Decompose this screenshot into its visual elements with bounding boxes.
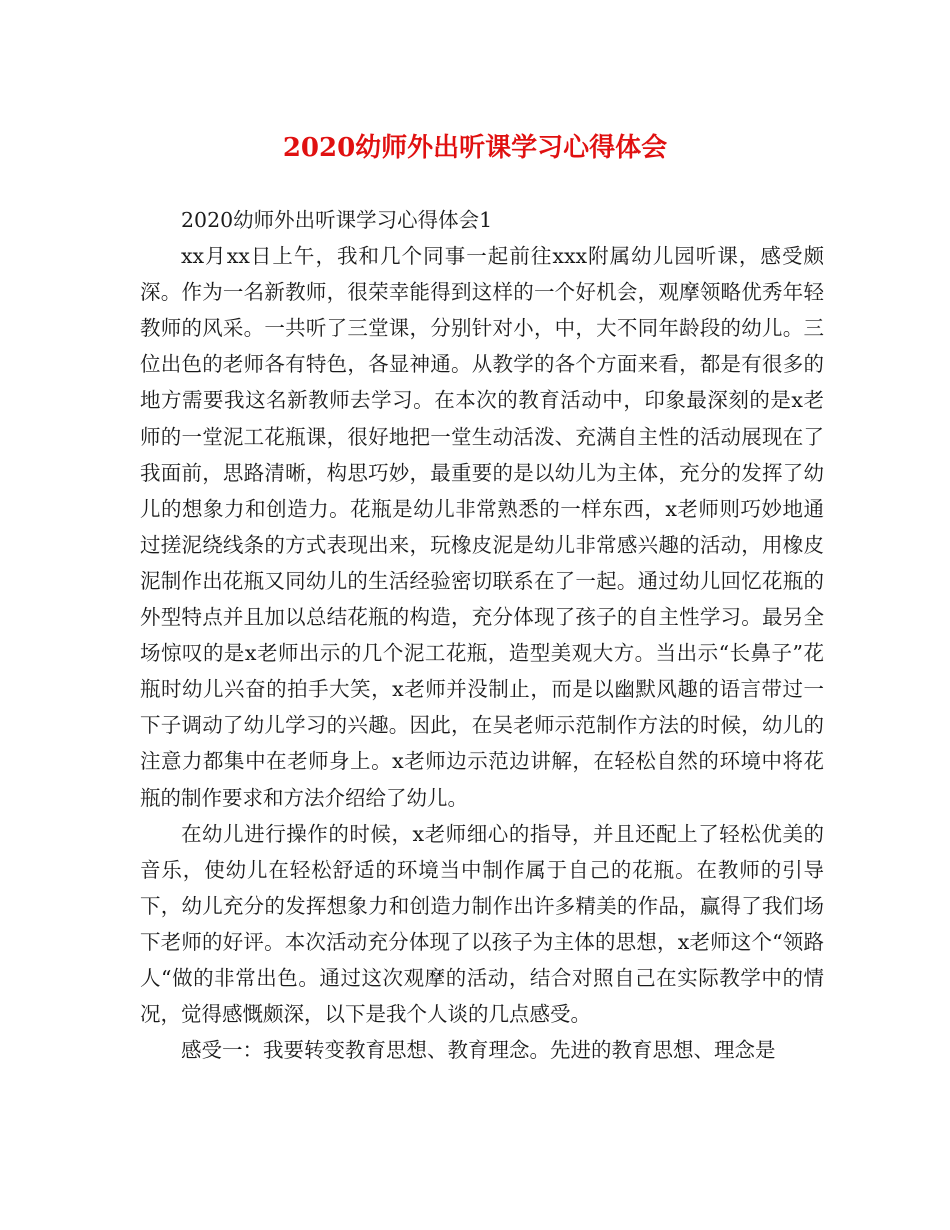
- body-paragraph: xx月xx日上午，我和几个同事一起前往xxx附属幼儿园听课，感受颇深。作为一名新教师，很荣幸能得到这样的一个好机会，观摩领略优秀年轻教师的风采。一共听了三堂课，分别针对小，中，大不同年龄段的幼儿。三位出色的老师各有特色，各显神通。从教学的各个方面来看，都是有很多的地方需要我这名新教师去学习。在本次的教育活动中，印象最深刻的是x老师的一堂泥工花瓶课，很好地把一堂生动活泼、充满自主性的活动展现在了我面前，思路清晰，构思巧妙，最重要的是以幼儿为主体，充分的发挥了幼儿的想象力和创造力。花瓶是幼儿非常熟悉的一样东西，x老师则巧妙地通过搓泥绕线条的方式表现出来，玩橡皮泥是幼儿非常感兴趣的活动，用橡皮泥制作出花瓶又同幼儿的生活经验密切联系在了一起。通过幼儿回忆花瓶的外型特点并且加以总结花瓶的构造，充分体现了孩子的自主性学习。最另全场惊叹的是x老师出示的几个泥工花瓶，造型美观大方。当出示“长鼻子”花瓶时幼儿兴奋的拍手大笑，x老师并没制止，而是以幽默风趣的语言带过一下子调动了幼儿学习的兴趣。因此，在吴老师示范制作方法的时候，幼儿的注意力都集中在老师身上。x老师边示范边讲解，在轻松自然的环境中将花瓶的制作要求和方法介绍给了幼儿。: [140, 244, 824, 810]
- body-paragraph: 在幼儿进行操作的时候，x老师细心的指导，并且还配上了轻松优美的音乐，使幼儿在轻松舒适的环境当中制作属于自己的花瓶。在教师的引导下，幼儿充分的发挥想象力和创造力制作出许多精美的作品，赢得了我们场下老师的好评。本次活动充分体现了以孩子为主体的思想，x老师这个“领路人“做的非常出色。通过这次观摩的活动，结合对照自己在实际教学中的情况，觉得感慨颇深，以下是我个人谈的几点感受。: [140, 821, 824, 1027]
- subtitle-paragraph: 2020幼师外出听课学习心得体会1: [181, 208, 493, 232]
- document-title: 2020幼师外出听课学习心得体会: [282, 133, 668, 163]
- body-paragraph: 感受一：我要转变教育思想、教育理念。先进的教育思想、理念是: [181, 1038, 776, 1063]
- document-body: [140, 202, 824, 1068]
